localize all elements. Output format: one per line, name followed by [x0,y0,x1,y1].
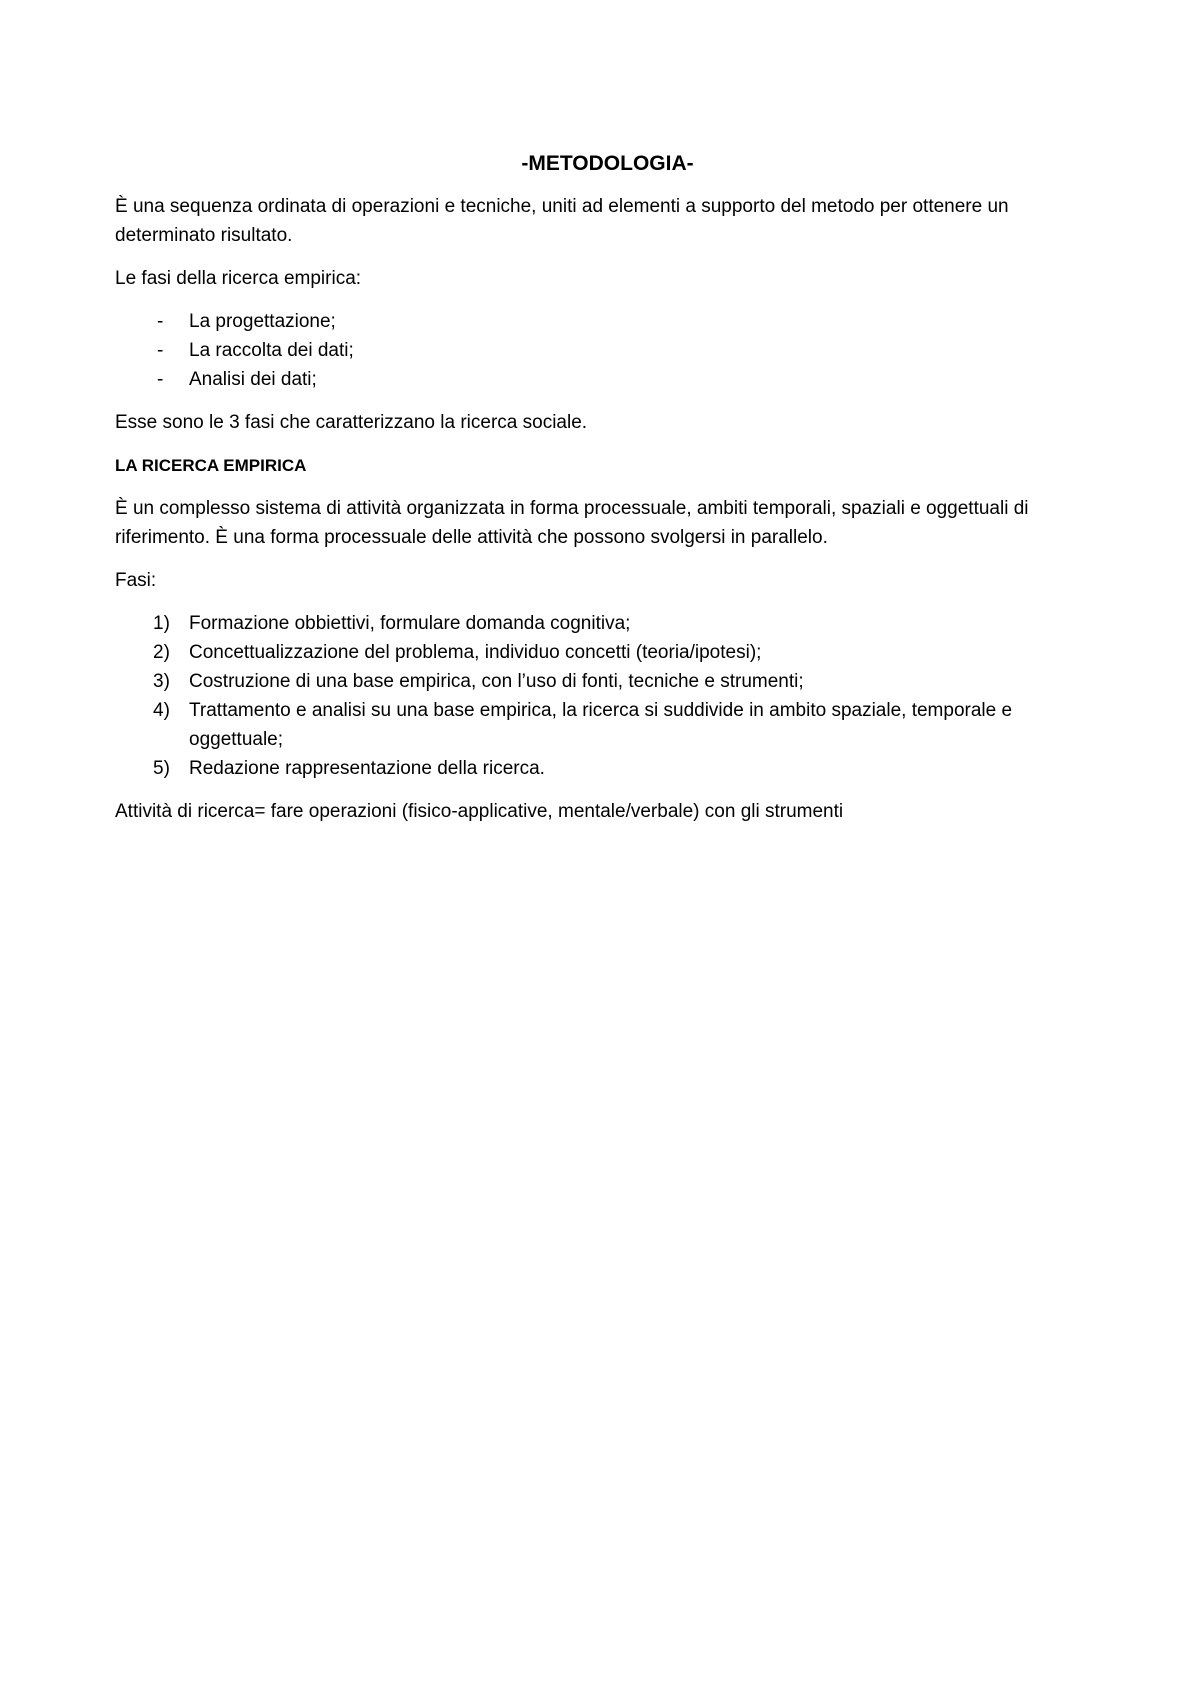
steps-list [115,609,1100,783]
list-marker: 2) [153,642,170,663]
list-item-text: La progettazione; [189,311,336,332]
closing-paragraph: Attività di ricerca= fare operazioni (fisico-applicative, mentale/verbale) con gli strumenti [115,801,844,822]
list-item [115,336,1100,365]
list-item [115,365,1100,394]
section-heading: LA RICERCA EMPIRICA [115,456,307,475]
list-item-text: Redazione rappresentazione della ricerca. [189,758,545,779]
intro-paragraph: È una sequenza ordinata di operazioni e tecniche, uniti ad elementi a supporto del metodo per ottenere un determinato risultato. [115,196,1009,246]
fasi-intro-paragraph: Le fasi della ricerca empirica: [115,268,362,289]
list-item-text: La raccolta dei dati; [189,340,354,361]
list-marker: - [157,311,164,332]
list-marker: 4) [153,700,170,721]
list-item [115,307,1100,336]
fasi-list [115,307,1100,394]
fasi-summary-paragraph: Esse sono le 3 fasi che caratterizzano la ricerca sociale. [115,412,588,433]
list-item-text: Concettualizzazione del problema, individuo concetti (teoria/ipotesi); [189,642,762,663]
list-item [115,696,1100,754]
list-item [115,754,1100,783]
list-item [115,667,1100,696]
page-title: -METODOLOGIA- [521,152,694,175]
section-paragraph: È un complesso sistema di attività organizzata in forma processuale, ambiti temporali, spaziali e oggettuali di riferimento. È una forma processuale delle attività che possono svolgersi in parallelo. [115,498,1029,548]
list-item [115,638,1100,667]
list-marker: 1) [153,613,170,634]
list-marker: - [157,340,164,361]
fasi-label: Fasi: [115,570,157,591]
list-marker: 3) [153,671,170,692]
list-item-text: Costruzione di una base empirica, con l’uso di fonti, tecniche e strumenti; [189,671,804,692]
list-item-text: Formazione obbiettivi, formulare domanda cognitiva; [189,613,631,634]
list-marker: - [157,369,164,390]
list-marker: 5) [153,758,170,779]
list-item-text: Trattamento e analisi su una base empirica, la ricerca si suddivide in ambito spaziale, temporale e oggettuale; [189,700,1013,750]
document-body [115,150,1100,840]
list-item-text: Analisi dei dati; [189,369,317,390]
list-item [115,609,1100,638]
